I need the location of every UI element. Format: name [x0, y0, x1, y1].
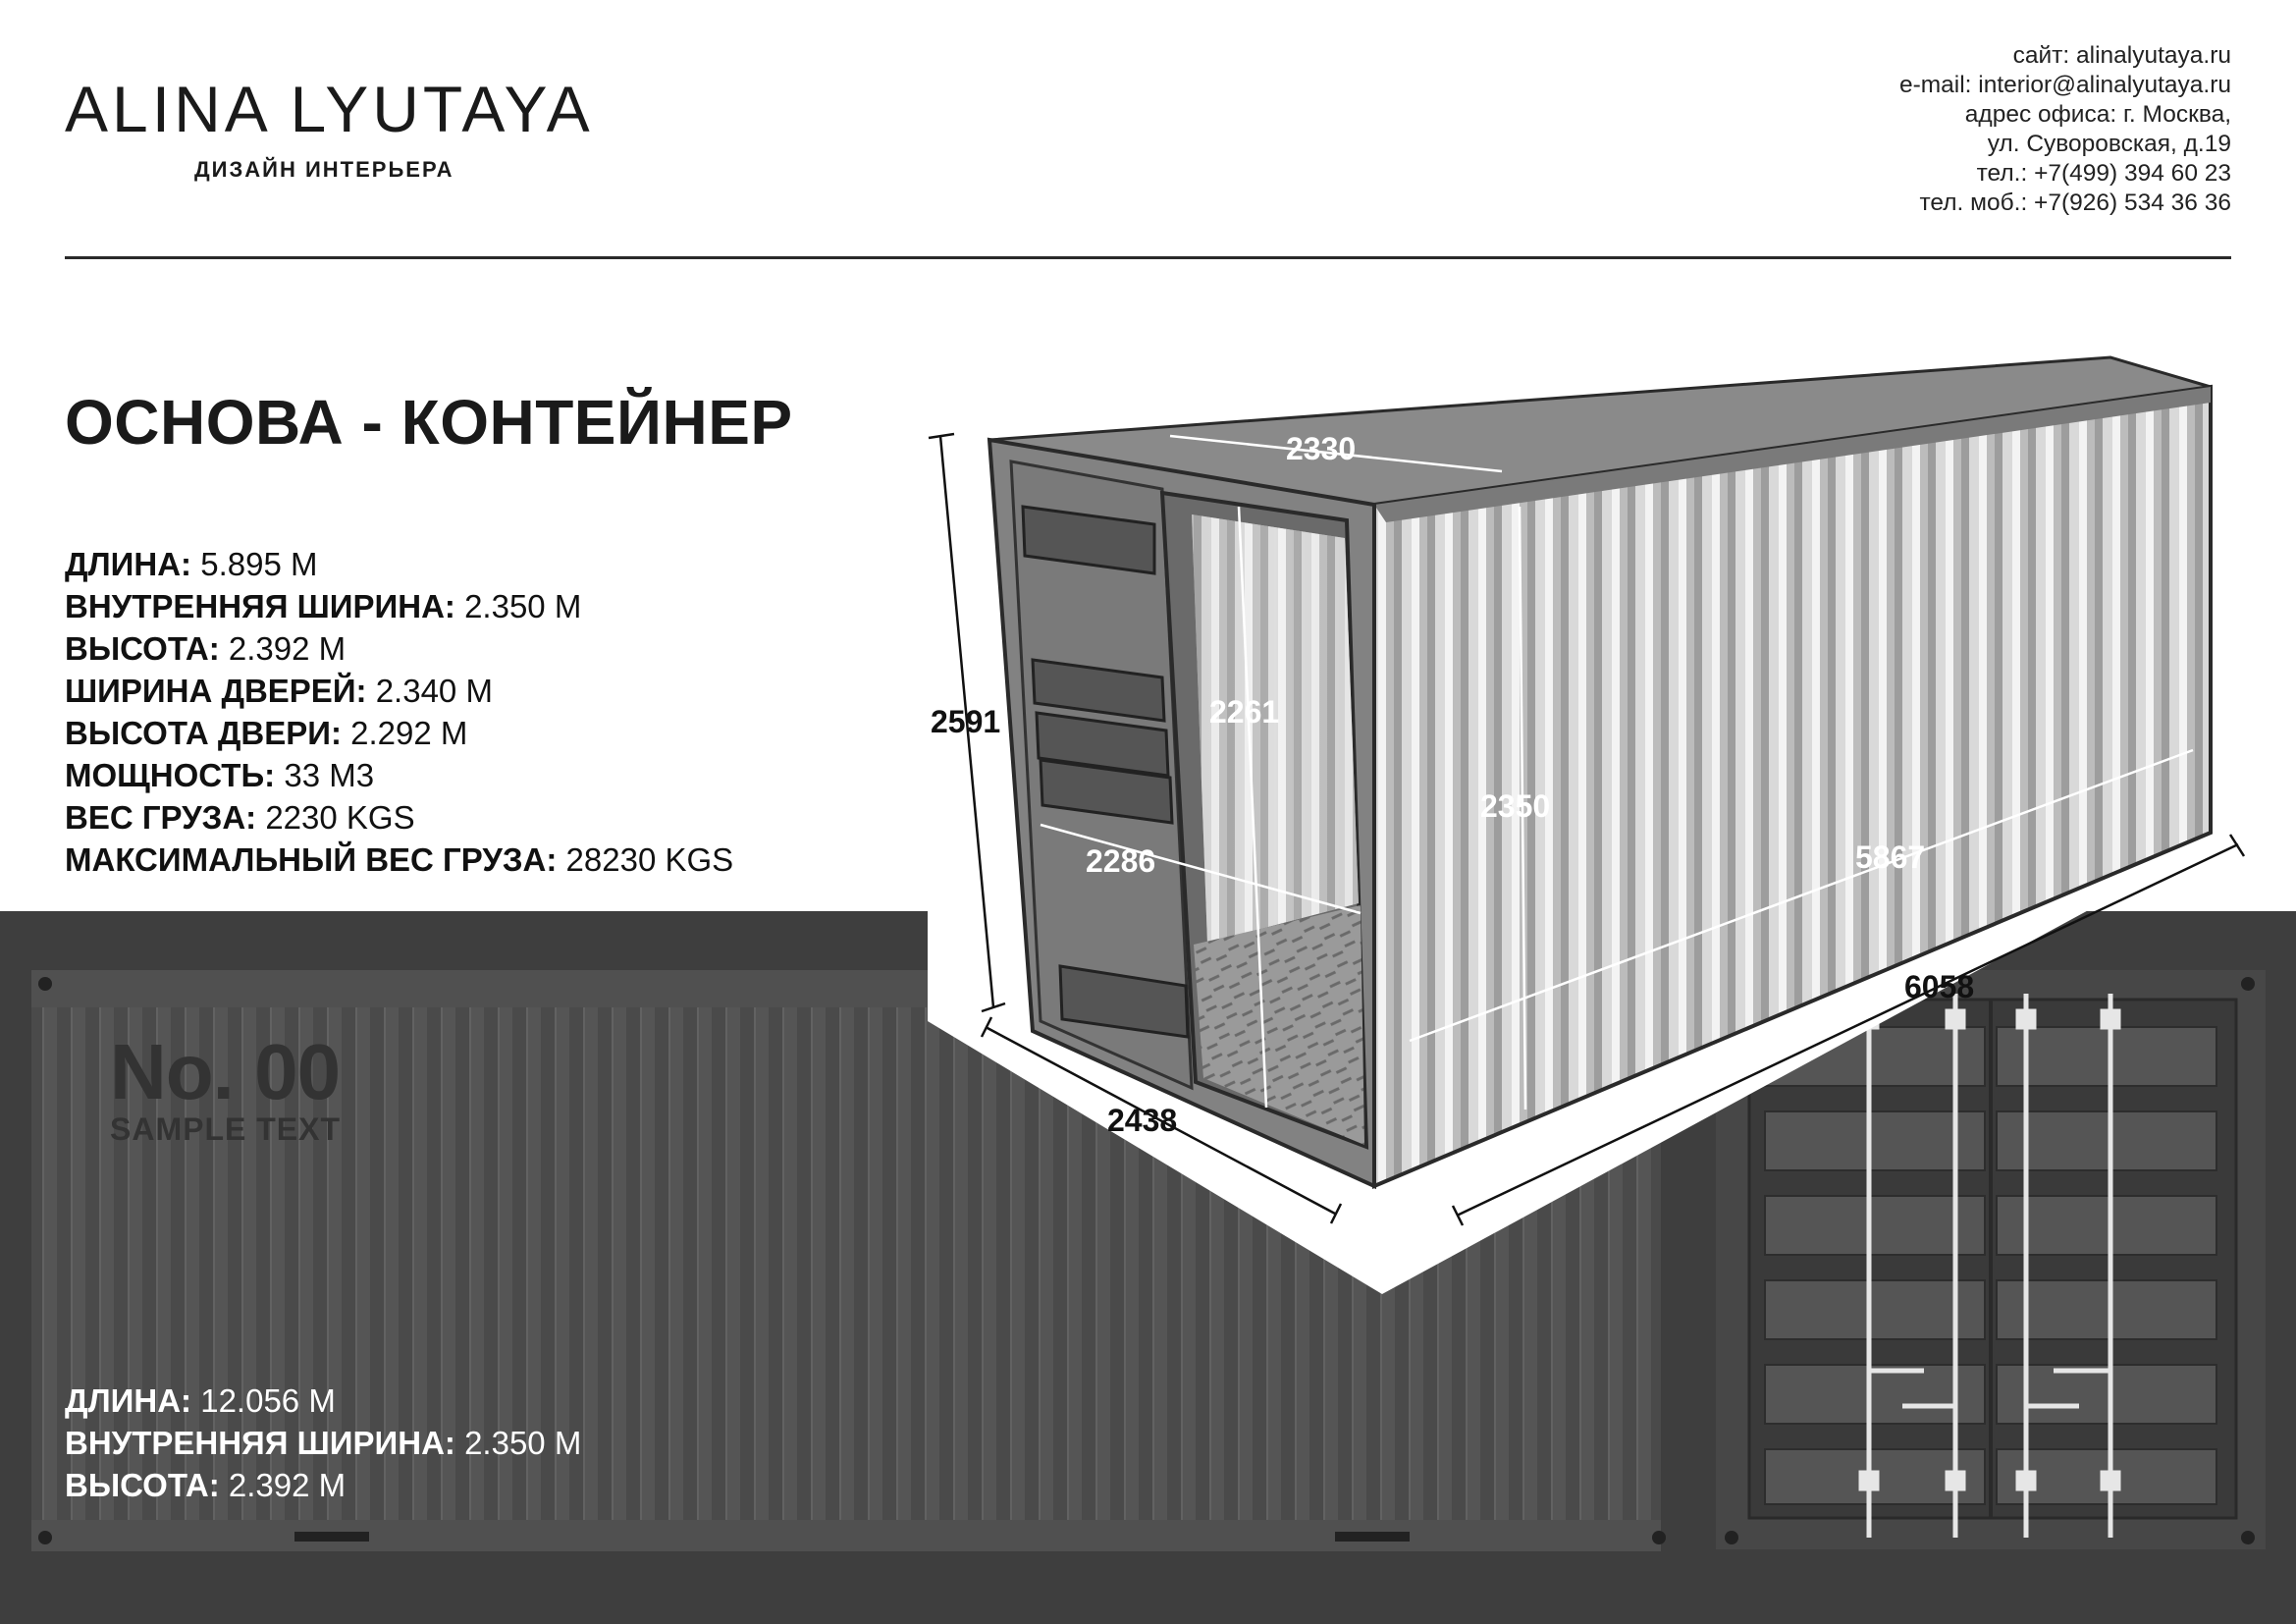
dim-2261: 2261 [1209, 694, 1280, 730]
spec-row: МАКСИМАЛЬНЫЙ ВЕС ГРУЗА: 28230 KGS [65, 841, 734, 878]
spec-row: ВЕС ГРУЗА: 2230 KGS [65, 799, 415, 836]
contact-email: e-mail: interior@alinalyutaya.ru [1898, 72, 2231, 98]
contact-block [1899, 41, 2231, 218]
brand-subtitle: ДИЗАЙН ИНТЕРЬЕРА [194, 157, 454, 182]
spec-row: ВНУТРЕННЯЯ ШИРИНА: 2.350 М [65, 1425, 582, 1461]
spec-row: ВНУТРЕННЯЯ ШИРИНА: 2.350 М [65, 588, 582, 624]
spec-row: ДЛИНА: 5.895 М [65, 546, 318, 582]
header-divider [65, 256, 2231, 259]
spec-row: МОЩНОСТЬ: 33 М3 [65, 757, 375, 793]
dim-2591: 2591 [931, 704, 1001, 739]
dim-2350: 2350 [1480, 788, 1551, 824]
dim-2286: 2286 [1086, 843, 1156, 879]
spec-row: ДЛИНА: 12.056 М [65, 1382, 336, 1419]
contact-site: сайт: alinalyutaya.ru [2012, 42, 2231, 69]
contact-street: ул. Суворовская, д.19 [1987, 131, 2231, 157]
dim-2330: 2330 [1286, 431, 1357, 466]
specs-40ft [65, 1380, 581, 1506]
stamp-number: No. 00 [110, 1028, 341, 1115]
contact-mobile: тел. моб.: +7(926) 534 36 36 [1919, 189, 2231, 216]
spec-row: ВЫСОТА ДВЕРИ: 2.292 М [65, 715, 468, 751]
dim-2438: 2438 [1107, 1103, 1178, 1138]
dim-5867: 5867 [1855, 839, 1926, 875]
dim-6058: 6058 [1904, 969, 1975, 1004]
stamp-text: SAMPLE TEXT [110, 1111, 342, 1147]
specs-20ft [65, 543, 733, 881]
contact-address: адрес офиса: г. Москва, [1964, 101, 2231, 128]
spec-row: ШИРИНА ДВЕРЕЙ: 2.340 М [65, 673, 493, 709]
brand-logo: ALINA LYUTAYA [65, 73, 594, 145]
page-title: ОСНОВА - КОНТЕЙНЕР [65, 387, 793, 458]
contact-phone: тел.: +7(499) 394 60 23 [1976, 160, 2231, 187]
spec-row: ВЫСОТА: 2.392 М [65, 1467, 347, 1503]
spec-row: ВЫСОТА: 2.392 М [65, 630, 347, 667]
